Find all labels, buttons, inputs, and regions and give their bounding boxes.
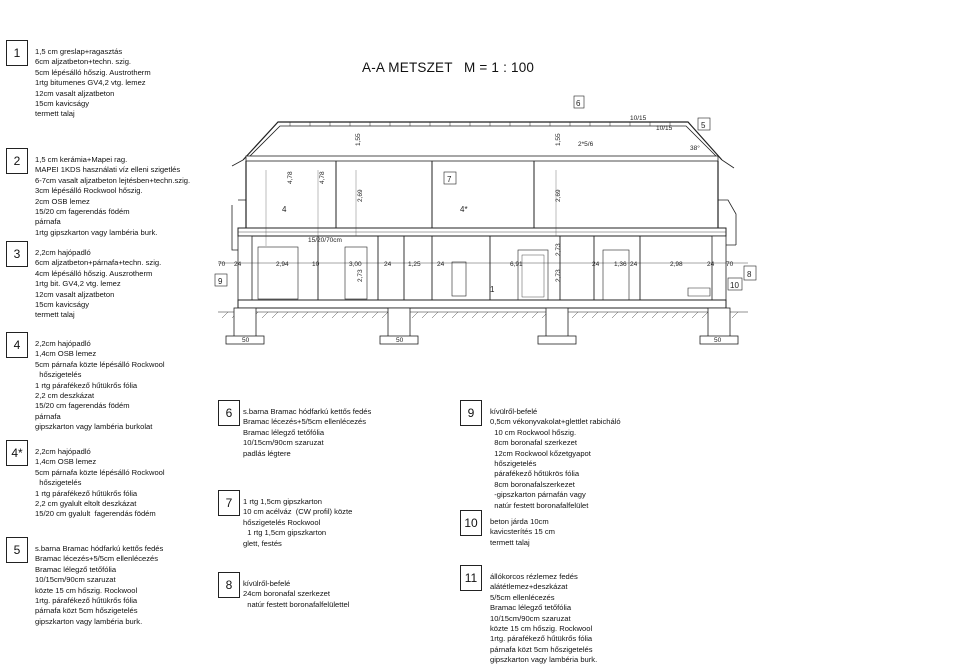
- legend-text-11: állókorcos rézlemez fedés alátétlemez+deszkázat 5/5cm ellenlécezés Bramac lélegző tetőfólia 10/15cm/90cm szaruzat közte 15 cm hőszig. Rockwool 1rtg. párafékező hűtükrős fólia párnafa közt 5cm hőszigetelés gipszkarton vagy lambéria burk.: [490, 572, 598, 665]
- marker-4-star: 4*: [460, 205, 468, 214]
- foundation-dim-2: 50: [396, 337, 404, 344]
- ground-slab: [238, 300, 726, 308]
- upper-height-5: 1,55: [355, 133, 362, 146]
- dim-span-6: 2,98: [670, 261, 683, 268]
- dim-span-1: 2,94: [276, 261, 289, 268]
- legend-text-10: beton járda 10cm kavicsterítés 15 cm termett talaj: [490, 517, 555, 547]
- marker-4: 4: [282, 205, 287, 214]
- dim-span-5: 1,36: [614, 261, 627, 268]
- legend-text-6: s.barna Bramac hódfarkú kettős fedés Bramac lécezés+5/5cm ellenlécezés Bramac lélegző tetőfólia 10/15cm/90cm szaruzat padlás légtere: [243, 407, 372, 458]
- legend-text-7: 1 rtg 1,5cm gipszkarton 10 cm acélváz (CW profil) közte hőszigetelés Rockwool 1 rtg 1,5cm gipszkarton glett, festés: [243, 497, 353, 548]
- dim-wall-1: 70: [218, 261, 226, 268]
- legend-text-8: kívülről-befelé 24cm boronafal szerkezet natúr festett boronafalfelülettel: [243, 579, 350, 609]
- rafter-label-1: 10/15: [630, 115, 647, 122]
- roof-right-marker: 5: [701, 121, 706, 130]
- roof-outline: [243, 122, 722, 160]
- foundation-dim-3: 50: [714, 337, 722, 344]
- legend-text-5: s.barna Bramac hódfarkú kettős fedés Bramac lécezés+5/5cm ellenlécezés Bramac lélegző tetőfólia 10/15cm/90cm szaruzat közte 15 cm hőszig. Rockwool 1rtg. párafékező hűtükrős fólia párnafa közt 5cm hőszigetelés gipszkarton vagy lambéria burk.: [35, 544, 164, 626]
- upper-height-1: 4,78: [287, 171, 294, 184]
- dim-wall-7: 24: [630, 261, 638, 268]
- marker-7: 7: [447, 175, 452, 184]
- upper-height-3: 2,69: [357, 189, 364, 202]
- upper-height-4: 2,69: [555, 189, 562, 202]
- legend-text-4star: 2,2cm hajópadló 1,4cm OSB lemez 5cm párnafa közte lépésálló Rockwool hőszigetelés 1 rtg párafékező hűtükrős fólia 2,2 cm gyalult eltolt deszkázat 15/20 cm gyalult fagerendás födém: [35, 447, 165, 519]
- ground-hatch: [222, 312, 738, 318]
- dim-wall-8: 24: [707, 261, 715, 268]
- slope-label: 38°: [690, 145, 700, 152]
- legend-number-11: 11: [460, 565, 482, 591]
- dim-span-4: 6,91: [510, 261, 523, 268]
- foundations: [226, 308, 738, 344]
- dim-span-3: 1,25: [408, 261, 421, 268]
- legend-number-8: 8: [218, 572, 240, 598]
- upper-height-6: 1,55: [555, 133, 562, 146]
- marker-10: 10: [730, 281, 739, 290]
- dim-wall-3: 10: [312, 261, 320, 268]
- marker-8: 8: [747, 270, 752, 279]
- attic-floor: [246, 156, 718, 161]
- legend-text-2: 1,5 cm kerámia+Mapei rag. MAPEI 1KDS használati víz elleni szigetlés 6-7cm vasalt aljzatbeton lejtésben+techn.szig. 3cm lépésálló Rockwool hőszig. 2cm OSB lemez 15/20 cm fagerendás födém párnafa 1rtg gipszkarton vagy lambéria burk.: [35, 155, 191, 237]
- legend-number-1: 1: [6, 40, 28, 66]
- legend-number-3: 3: [6, 241, 28, 267]
- ground-height-1: 2,73: [357, 269, 364, 282]
- legend-number-5: 5: [6, 537, 28, 563]
- marker-1: 1: [490, 285, 495, 294]
- drawing-title: A-A METSZET: [362, 60, 453, 75]
- legend-text-3: 2,2cm hajópadló 6cm aljzatbeton+párnafa+techn. szig. 4cm lépésálló hőszig. Auszrotherm 1rtg bit. GV4,2 vtg. lemez 12cm vasalt aljzatbeton 15cm kavicságy termett talaj: [35, 248, 162, 320]
- dim-wall-9: 70: [726, 261, 734, 268]
- dim-wall-5: 24: [437, 261, 445, 268]
- marker-9: 9: [218, 277, 223, 286]
- legend-text-9: kívülről-befelé 0,5cm vékonyvakolat+glettlet rabicháló 10 cm Rockwool hőszig. 8cm boronafal szerkezet 12cm Rockwool kőzetgyapot hőszigetelés párafékező hőtükrös fólia 8cm boronafalszerkezet -gipszkarton párnafán vagy natúr festett boronafalfelület: [490, 407, 621, 510]
- dim-wall-2: 24: [234, 261, 242, 268]
- dim-wall-4: 24: [384, 261, 392, 268]
- legend-number-4: 4: [6, 332, 28, 358]
- legend-number-9: 9: [460, 400, 482, 426]
- roof-marker: 6: [576, 99, 581, 108]
- drawing-scale: M = 1 : 100: [464, 60, 535, 75]
- ground-height-3: 2,73: [555, 243, 562, 256]
- legend-text-1: 1,5 cm greslap+ragasztás 6cm aljzatbeton+techn. szig. 5cm lépésálló hőszig. Austrotherm 1rtg bitumenes GV4,2 vtg. lemez 12cm vasalt aljzatbeton 15cm kavicságy termett talaj: [35, 47, 151, 119]
- beam-label: 15/20/70cm: [308, 237, 342, 244]
- dim-wall-6: 24: [592, 261, 600, 268]
- legend-text-4: 2,2cm hajópadló 1,4cm OSB lemez 5cm párnafa közte lépésálló Rockwool hőszigetelés 1 rtg párafékező hűtükrős fólia 2,2 cm deszkázat 15/20 cm fagerendás födém párnafa gipszkarton vagy lambéria burkolat: [35, 339, 165, 432]
- legend-number-10: 10: [460, 510, 482, 536]
- legend-number-2: 2: [6, 148, 28, 174]
- upper-height-2: 4,78: [319, 171, 326, 184]
- dim-span-2: 3,00: [349, 261, 362, 268]
- ground-height-2: 2,73: [555, 269, 562, 282]
- legend-number-7: 7: [218, 490, 240, 516]
- legend-number-6: 6: [218, 400, 240, 426]
- legend-number-4star: 4*: [6, 440, 28, 466]
- rafter-label-2: 10/15: [656, 125, 673, 132]
- ridge-dim: 2*5/6: [578, 141, 594, 148]
- foundation-dim-1: 50: [242, 337, 250, 344]
